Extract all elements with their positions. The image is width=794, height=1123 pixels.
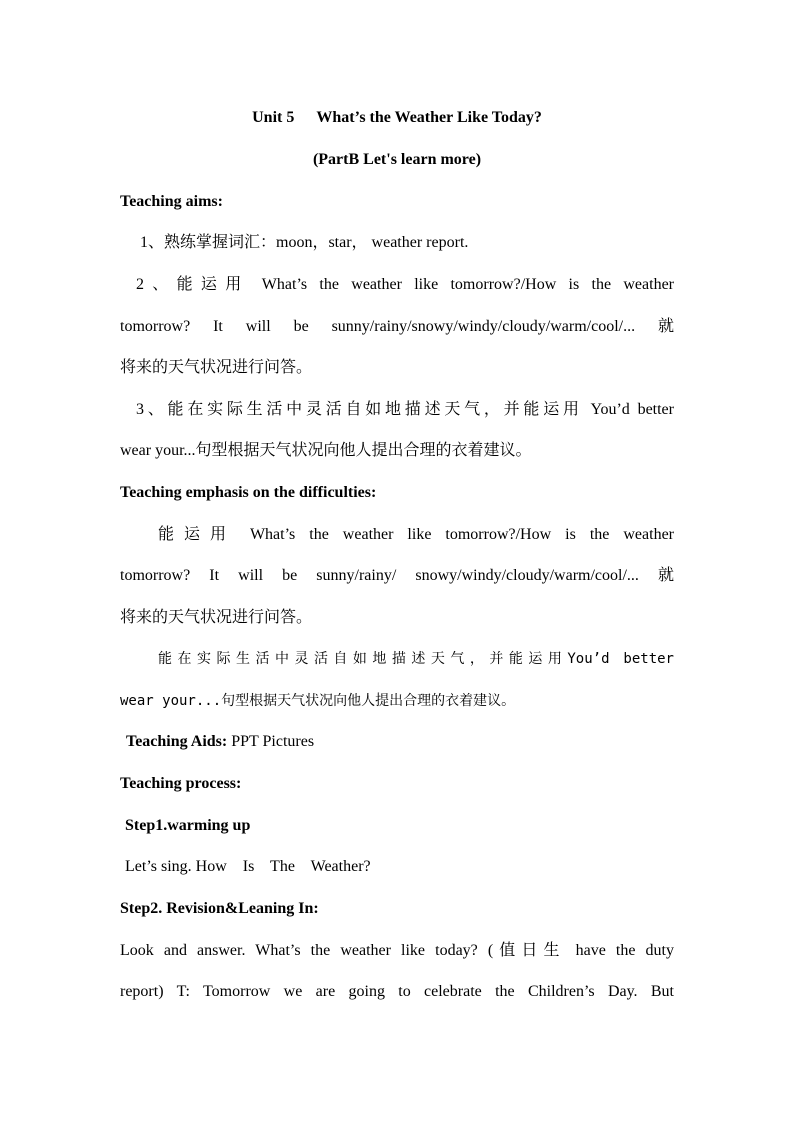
emphasis-2-line-2: wear your...句型根据天气状况向他人提出合理的衣着建议。 — [120, 693, 516, 709]
aim-3-line-1: 3、能在实际生活中灵活自如地描述天气，并能运用 You’d better — [136, 401, 674, 418]
lesson-subtitle: (PartB Let's learn more) — [312, 151, 482, 168]
aim-2-line-2: tomorrow? It will be sunny/rainy/snowy/windy/cloudy/warm/cool/... 就 — [120, 318, 674, 335]
aim-2-line-1: 2、能运用 What’s the weather like tomorrow?/How is the weather — [136, 276, 674, 293]
teaching-aids-label: Teaching Aids: — [126, 733, 228, 750]
step-2-line-1: Look and answer. What’s the weather like today? (值日生 have the duty — [120, 942, 674, 959]
emphasis-2-line-1: 能在实际生活中灵活自如地描述天气，并能运用You’d better — [158, 651, 674, 667]
unit-number: Unit 5 — [252, 109, 295, 126]
aims-heading: Teaching aims: — [120, 193, 223, 210]
aim-3-line-2: wear your...句型根据天气状况向他人提出合理的衣着建议。 — [120, 442, 532, 459]
emphasis-1-line-2: tomorrow? It will be sunny/rainy/ snowy/windy/cloudy/warm/cool/... 就 — [120, 567, 674, 584]
unit-title — [120, 108, 674, 128]
teaching-aids-value: PPT Pictures — [227, 733, 315, 750]
step-2-heading: Step2. Revision&Leaning In: — [120, 900, 319, 917]
process-heading: Teaching process: — [120, 775, 242, 792]
step-2-line-2: report) T: Tomorrow we are going to celebrate the Children’s Day. But — [120, 983, 674, 1000]
step-1-text: Let’s sing. How Is The Weather? — [125, 858, 371, 875]
unit-name: What’s the Weather Like Today? — [316, 109, 542, 126]
aim-2-line-3: 将来的天气状况进行问答。 — [120, 359, 313, 376]
teaching-aids — [126, 732, 680, 752]
emphasis-1-line-3: 将来的天气状况进行问答。 — [120, 609, 313, 626]
aim-1: 1、熟练掌握词汇：moon，star， weather report. — [140, 234, 469, 251]
step-1-heading: Step1.warming up — [125, 817, 251, 834]
emphasis-1-line-1: 能运用 What’s the weather like tomorrow?/How is the weather — [158, 526, 674, 543]
emphasis-heading: Teaching emphasis on the difficulties: — [120, 484, 377, 501]
